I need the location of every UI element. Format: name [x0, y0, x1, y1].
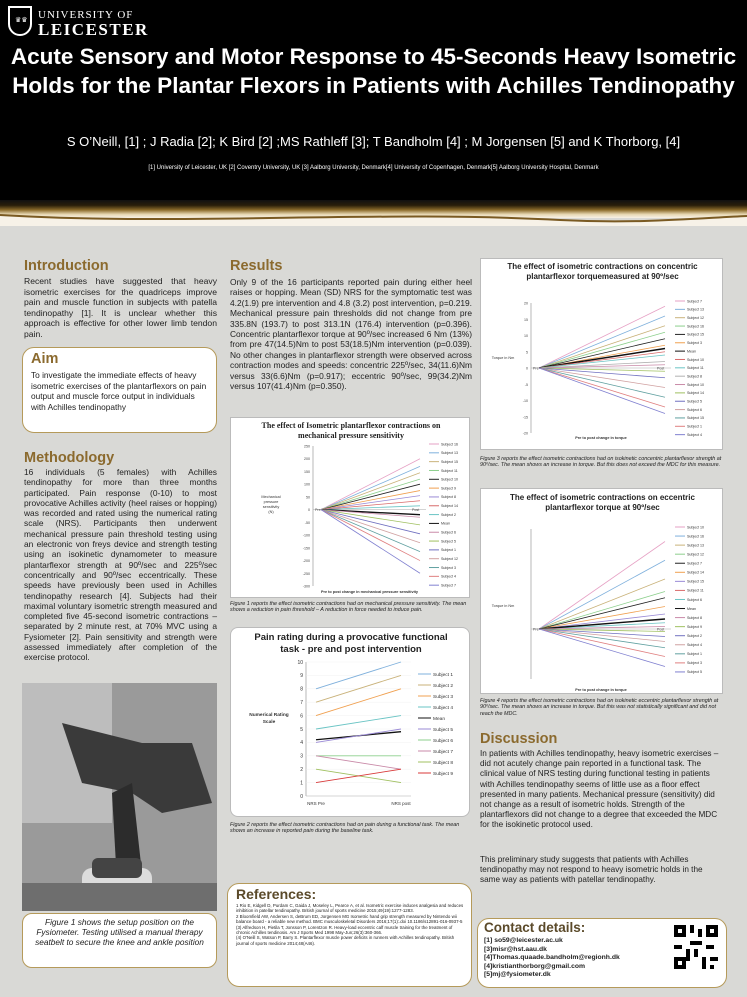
- introduction-text: Recent studies have suggested that heavy isometric exercises for the quadriceps improve pain and muscle function in subjects with patella tendinopathy [1]. It is unclear whether this approach is effective for other lower limb tendon pain.: [24, 276, 217, 339]
- x-axis-label: Pre to post change in torque: [575, 688, 627, 692]
- reference-item: 2 Bloomfield AW, Andersen S, deBrum ED, Jorgensen MG Isometric hand grip strength measured by Nintendo wii balance board - a reliable new method. BMC musculoskeletal Disorders 2016;17(1):.doi 10.1186/s12891-016-0937-5: [236, 913, 463, 925]
- y-axis-label: sensitivity: [262, 505, 280, 509]
- x-category-label: NRS post: [391, 801, 411, 806]
- reference-item: (4) O'Neill S, Watson P, Barry S. Plantarflexor muscle power deficits in runners with Achilles tendinopathy. British journal of sports medicine 2014;48(A46).: [236, 935, 455, 946]
- y-axis-label: Mechanical: [261, 495, 281, 499]
- pain-chart-title: Pain rating during a provocative functional task - pre and post intervention: [254, 632, 448, 655]
- references-heading: References:: [236, 886, 317, 902]
- legend-label: Subject 6: [441, 530, 456, 535]
- contact-panel: [477, 918, 727, 988]
- legend-label: Subject 3: [687, 341, 702, 346]
- legend-label: Subject 8: [687, 374, 702, 379]
- y-tick-label: 5: [300, 726, 303, 733]
- y-tick-label: 200: [304, 457, 310, 462]
- legend-label: Subject 3: [687, 661, 702, 666]
- legend-label: Subject 10: [441, 477, 458, 482]
- x-category-label: Pre: [315, 508, 321, 513]
- x-category-label: Post: [657, 366, 665, 371]
- y-tick-label: 10: [297, 659, 303, 666]
- legend-label: Subject 2: [441, 512, 456, 517]
- methodology-text: 16 individuals (5 females) with Achilles tendinopathy for more than three months participated. Pain response (0-10) to most provocative Achilles activity (heel raises or hopping) was recorded and rated using the numerical rating scale (NRS). Participants then underwent mechanical pressure pain threshold testing using an electronic von freys device and strength testing using an isokinetic dynamometer to measure plantarflexor strength at 90º/sec and 225º/sec concentrically and 90º/sec eccentrically. These speeds have previously been used in Achilles tendinopathy research [4]. Subjects had their maximal voluntary isometric strength measured and completed five 45-second isometric contractions – separated by 2 minute rest, at 70% MVC using a Fysiometer [2]. Pain sensitivity and strength were assessed immediately after completion of the exercise protocol.: [24, 467, 217, 663]
- x-axis-label: Pre to post change in mechanical pressure sensitivity: [320, 590, 419, 594]
- legend-label: Subject 13: [687, 543, 704, 548]
- contact-email[interactable]: [3]misr@hst.aau.dk: [484, 945, 547, 953]
- legend-label: Subject 6: [687, 597, 702, 602]
- y-tick-label: -5: [524, 382, 528, 387]
- legend-label: Subject 7: [441, 583, 456, 588]
- aim-heading: Aim: [31, 351, 59, 367]
- legend-label: Subject 15: [687, 416, 704, 421]
- legend-label: Subject 10: [687, 525, 704, 530]
- legend-label: Subject 10: [687, 357, 704, 362]
- series-line: [539, 629, 665, 648]
- legend-label: Subject 11: [441, 468, 458, 473]
- legend-label: Subject 2: [433, 683, 454, 689]
- y-tick-label: -150: [302, 546, 310, 551]
- pressure-chart: [230, 417, 470, 598]
- legend-label: Subject 7: [687, 299, 702, 304]
- y-tick-label: -10: [522, 399, 528, 403]
- legend-label: Subject 5: [687, 670, 702, 675]
- contact-email[interactable]: [4]kristianthorborg@gmail.com: [484, 962, 586, 970]
- y-tick-label: 5: [526, 350, 528, 355]
- legend-label: Subject 4: [433, 705, 454, 711]
- legend-label: Mean: [433, 716, 445, 722]
- legend-label: Subject 6: [433, 738, 454, 744]
- legend-label: Subject 4: [687, 643, 702, 648]
- poster-header: [0, 0, 747, 200]
- aim-text: To investigate the immediate effects of heavy isometric exercises of the plantarflexors on pain output and muscle force output in individuals with Achilles tendinopathy: [31, 370, 207, 412]
- y-axis-label: (N): [268, 510, 274, 514]
- legend-label: Subject 14: [687, 391, 704, 396]
- contact-email[interactable]: [5]mj@fysiometer.dk: [484, 971, 551, 979]
- legend-label: Subject 2: [687, 634, 702, 639]
- legend-label: Mean: [687, 349, 696, 354]
- x-category-label: Pre: [533, 627, 539, 632]
- y-tick-label: 15: [524, 317, 528, 322]
- legend-label: Subject 16: [441, 442, 458, 447]
- y-tick-label: 3: [300, 753, 303, 760]
- legend-label: Subject 15: [441, 459, 458, 464]
- contact-heading: Contact details:: [484, 920, 586, 935]
- y-tick-label: 20: [524, 301, 528, 306]
- y-tick-label: 7: [300, 700, 303, 706]
- series-line: [539, 368, 665, 397]
- figure1-caption: Figure 1 shows the setup position on the Fysiometer. Testing utilised a manual therapy seatbelt to secure the knee and ankle position: [22, 913, 217, 968]
- concentric-chart-caption: Figure 3 reports the effect isometric contractions had on isokinetic concentric plantarflexor strength at 90º/sec. The mean shows an increase in torque. But this does not exceed the MDC for this measure.: [480, 456, 722, 469]
- pain-chart: [230, 627, 470, 817]
- poster-title: Acute Sensory and Motor Response to 45-Seconds Heavy Isometric Holds for the Plantar Flexors in Patients with Achilles Tendinopathy: [10, 44, 737, 98]
- y-tick-label: 50: [306, 495, 310, 500]
- legend-label: Subject 7: [433, 749, 454, 755]
- x-category-label: Post: [412, 508, 420, 513]
- series-line: [539, 339, 665, 368]
- y-tick-label: 4: [300, 740, 303, 747]
- y-tick-label: -250: [302, 571, 310, 576]
- y-tick-label: -200: [302, 559, 310, 564]
- y-axis-label: Scale: [262, 720, 276, 725]
- author-list: S O’Neill, [1] ; J Radia [2]; K Bird [2] ;MS Rathleff [3]; T Bandholm [4] ; M Jorgensen [5] and K Thorborg, [4]: [66, 134, 681, 149]
- series-line: [539, 368, 665, 407]
- y-tick-label: 9: [300, 673, 303, 680]
- legend-label: Subject 5: [441, 539, 456, 544]
- university-name-small: UNIVERSITY OF: [38, 9, 134, 21]
- series-line: [321, 510, 420, 574]
- series-line: [316, 729, 401, 742]
- eccentric-chart-svg: [481, 489, 724, 695]
- series-line: [316, 756, 401, 769]
- y-tick-label: 0: [308, 508, 310, 513]
- university-logo: [8, 6, 158, 40]
- pressure-chart-svg: [231, 418, 471, 599]
- legend-label: Subject 1: [433, 672, 454, 678]
- legend-label: Subject 10: [687, 382, 704, 387]
- pain-chart-svg: [231, 628, 471, 818]
- legend-label: Subject 12: [441, 557, 458, 562]
- y-tick-label: 250: [304, 444, 310, 449]
- legend-label: Subject 12: [687, 316, 704, 321]
- y-tick-label: 2: [300, 767, 303, 773]
- series-line: [539, 368, 665, 414]
- y-tick-label: -300: [302, 584, 310, 589]
- discussion-text: In patients with Achilles tendinopathy, heavy isometric exercises – did not acutely change pain reported in a functional task. The clinical value of NRS testing during functional testing in patients with Achilles tendinopathy seems of little use as a floor effect presented in many patients. Mechanical pressure (sensitivity) did not change as a result of isometric holds. Strength of the plantarflexors did not change to a degree that exceeded the MDC for the isokinetic protocol used.: [480, 749, 719, 830]
- y-axis-label: pressure: [263, 500, 279, 504]
- y-tick-label: 100: [304, 482, 310, 487]
- legend-label: Subject 11: [687, 588, 704, 593]
- legend-label: Mean: [687, 606, 696, 611]
- discussion-heading: Discussion: [480, 731, 558, 747]
- x-category-label: Post: [657, 627, 665, 632]
- series-line: [539, 560, 665, 629]
- legend-label: Subject 11: [687, 366, 704, 371]
- legend-label: Subject 1: [687, 652, 702, 657]
- reference-item: 1 Rio E, Kidgell D, Purdam C, Gaida J, Moseley L, Pearce A, et al. Isometric exercise induces analgesia and reduces inhibition in patellar tendinopathy. British journal of sports medicine 2015;49(19):1277-1283.: [236, 903, 464, 914]
- qr-code-icon: [674, 925, 718, 969]
- y-axis-label: Torque in Nm: [491, 604, 515, 608]
- legend-label: Subject 1: [441, 548, 456, 553]
- legend-label: Subject 14: [687, 570, 704, 575]
- legend-label: Subject 6: [687, 407, 702, 412]
- legend-label: Subject 15: [687, 332, 704, 337]
- y-tick-label: 10: [524, 334, 528, 338]
- legend-label: Subject 8: [687, 615, 702, 620]
- legend-label: Subject 13: [687, 307, 704, 312]
- legend-label: Subject 1: [687, 424, 702, 429]
- pain-chart-caption: Figure 2 reports the effect isometric contractions had on pain during a functional task. The mean shows an increase in reported pain during the baseline task.: [230, 822, 460, 835]
- shield-icon: ♛♛: [8, 6, 32, 36]
- y-axis-label: Numerical Rating: [249, 713, 289, 718]
- legend-label: Subject 13: [441, 451, 458, 456]
- concentric-chart: [480, 258, 723, 450]
- discussion-conclusion: This preliminary study suggests that patients with Achilles tendinopathy may not respond to heavy isometric holds in the same way as patients with patellar tendinopathy.: [480, 855, 703, 885]
- results-heading: Results: [230, 258, 283, 274]
- x-category-label: NRS Pre: [307, 801, 325, 806]
- legend-label: Subject 9: [441, 486, 456, 491]
- y-tick-label: 150: [304, 469, 310, 474]
- contact-email[interactable]: [1] so59@leicester.ac.uk: [484, 937, 563, 944]
- legend-label: Subject 14: [441, 504, 458, 509]
- eccentric-chart: [480, 488, 723, 694]
- y-axis-label: Torque in Nm: [491, 356, 515, 360]
- contact-email[interactable]: [4]Thomas.quaade.bandholm@regionh.dk: [484, 954, 620, 962]
- legend-label: Subject 9: [687, 624, 702, 629]
- y-tick-label: -50: [304, 520, 310, 525]
- series-line: [539, 629, 665, 667]
- legend-label: Subject 9: [433, 771, 454, 777]
- methodology-heading: Methodology: [24, 450, 115, 466]
- legend-label: Subject 3: [433, 694, 454, 700]
- legend-label: Subject 8: [433, 760, 454, 766]
- eccentric-chart-title: The effect of isometric contractions on eccentric plantarflexor torque at 90º/sec: [510, 493, 695, 512]
- introduction-heading: Introduction: [24, 258, 109, 274]
- x-category-label: Pre: [533, 366, 539, 371]
- references-panel: [227, 883, 472, 987]
- legend-label: Subject 8: [441, 495, 456, 500]
- y-tick-label: 8: [300, 686, 303, 693]
- legend-label: Subject 16: [687, 534, 704, 539]
- legend-label: Subject 5: [687, 399, 702, 404]
- concentric-chart-title: The effect of isometric contractions on concentric plantarflexor torquemeasured at 90º/sec: [507, 262, 698, 281]
- y-tick-label: 0: [300, 793, 303, 800]
- results-text: Only 9 of the 16 participants reported pain during either heel raises or hopping. Mean (SD) NRS for the symptomatic test was 4.2(1.9) pre intervention and 4.8 (3.2) post intervention, p=0.219. Mechanical pressure pain thresholds did not change from pre 335.8N (193.7) to post 313.1N (176.4) intervention (p=0.396). Concentric plantarflexor torque at 90º/sec increased 6 Nm (13%) from pre 47(14.5)Nm to post 53(18.5)Nm intervention (p=0.039). No other changes in plantarflexor strength were observed across contraction modes and speeds: concentric 225º/sec, 34(11.6)Nm versus 33(6.6)Nm (p=0.917); eccentric 90º/sec, 99(34.2)Nm versus 107(41.4)Nm (p=0.350).: [230, 277, 472, 392]
- concentric-chart-svg: [481, 259, 724, 451]
- affiliation-list: [1] University of Leicester, UK [2] Coventry University, UK [3] Aalborg University, Denmark[4] University of Copenhagen, Denmark[5] Aalborg University Hospital, Denmark: [148, 165, 599, 171]
- series-line: [316, 716, 401, 729]
- legend-label: Subject 12: [687, 552, 704, 557]
- legend-label: Subject 16: [687, 324, 704, 329]
- legend-label: Subject 4: [687, 432, 702, 437]
- y-tick-label: 1: [300, 780, 303, 787]
- x-axis-label: Pre to post change in torque: [575, 436, 627, 440]
- pressure-chart-title: The effect of Isometric plantarflexor contractions on mechanical pressure sensitivity: [261, 421, 441, 440]
- legend-label: Subject 7: [687, 561, 702, 566]
- reference-item: (3) Alfredson H, Pietila T, Jonsson P, Lorentzon R. Heavy-load eccentric calf muscle training for the treatment of chronic Achilles tendinosis. Am J Sports Med 1998 May-Jun;26(3):360-366.: [236, 924, 453, 936]
- aim-panel: [22, 347, 217, 433]
- university-name-big: LEICESTER: [38, 20, 149, 39]
- eccentric-chart-caption: Figure 4 reports the effect isometric contractions had on isokinetic eccentric plantarflexor strength at 90º/sec. The mean shows an increase in torque. But this was not statistically significant and did not reach the MDC.: [480, 698, 719, 717]
- legend-label: Subject 5: [433, 727, 454, 733]
- y-tick-label: -20: [522, 431, 528, 436]
- y-tick-label: -100: [302, 533, 310, 538]
- legend-label: Subject 4: [441, 574, 456, 579]
- decorative-wave: [0, 212, 747, 226]
- setup-photo: [22, 683, 217, 911]
- legend-label: Subject 15: [687, 579, 704, 584]
- y-tick-label: -15: [522, 415, 528, 420]
- pressure-chart-caption: Figure 1 reports the effect isometric contractions had on mechanical pressure sensitivity. The mean shows a reduction in pain threshold – A reduction in force needed to induce pain.: [230, 601, 467, 614]
- y-tick-label: 0: [526, 366, 528, 371]
- y-tick-label: 6: [300, 713, 303, 720]
- legend-label: Mean: [441, 521, 450, 526]
- legend-label: Subject 3: [441, 565, 456, 570]
